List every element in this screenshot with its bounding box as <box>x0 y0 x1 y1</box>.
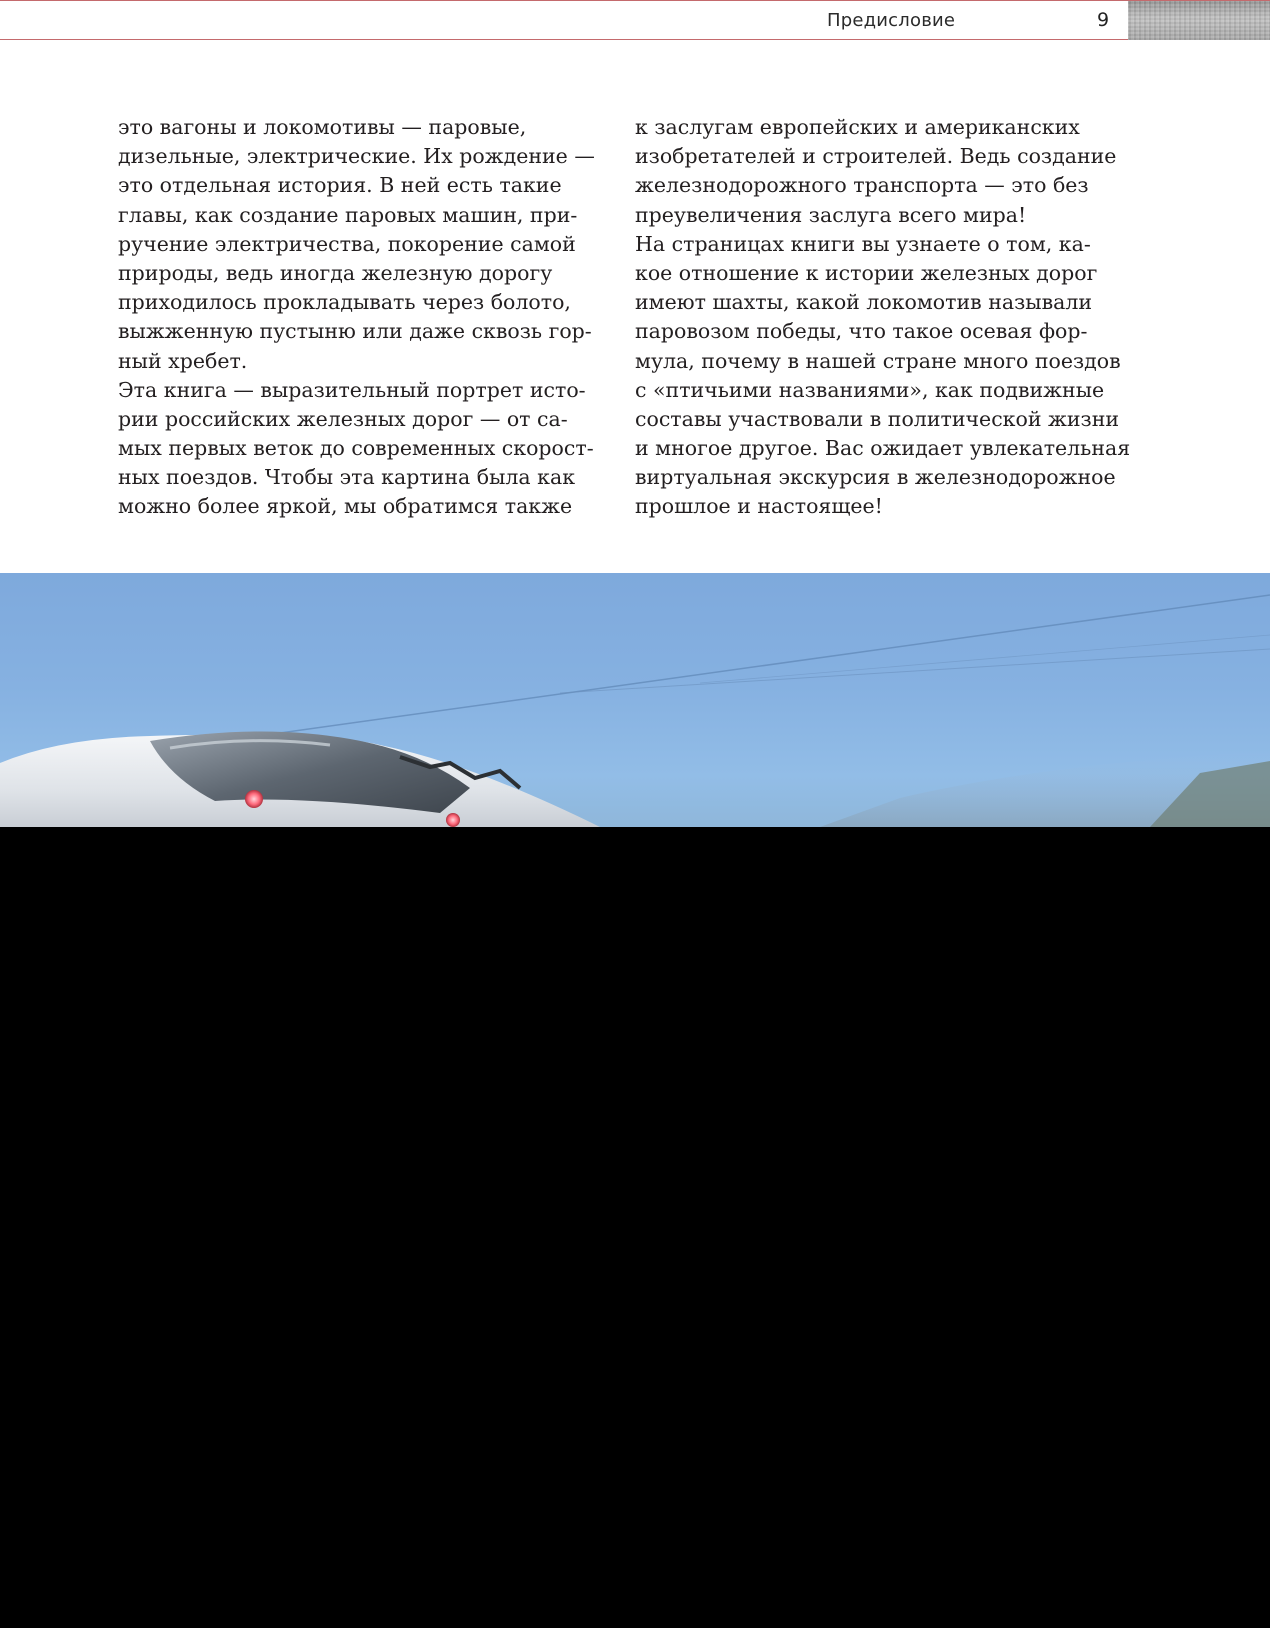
text-line: это вагоны и локомотивы — паровые, <box>118 115 527 139</box>
text-line: главы, как создание паровых машин, при- <box>118 202 578 227</box>
train-photo-illustration <box>0 573 1270 827</box>
text-line: ручение электричества, покорение самой <box>118 231 576 256</box>
text-line: прошлое и настоящее! <box>635 494 883 519</box>
header-texture-tab <box>1128 1 1270 40</box>
text-line: ный хребет. <box>118 348 248 373</box>
overhead-wire <box>560 649 1270 693</box>
headlamp-icon <box>245 790 263 808</box>
text-line: виртуальная экскурсия в железнодорожное <box>635 465 1116 490</box>
text-line: имеют шахты, какой локомотив называли <box>635 290 1093 315</box>
text-line: паровозом победы, что такое осевая фор- <box>635 319 1088 344</box>
text-line: природы, ведь иногда железную дорогу <box>118 260 553 285</box>
text-line: железнодорожного транспорта — это без <box>635 173 1089 198</box>
text-line: мула, почему в нашей стране много поездов <box>635 348 1121 373</box>
text-line: к заслугам европейских и американских <box>635 115 1080 139</box>
overhead-wire <box>700 635 1270 683</box>
text-line: ных поездов. Чтобы эта картина была как <box>118 465 576 490</box>
text-line: рии российских железных дорог — от са- <box>118 406 568 431</box>
text-line: изобретателей и строителей. Ведь создание <box>635 144 1117 169</box>
running-header <box>0 0 1270 40</box>
headlamp-icon <box>446 813 460 827</box>
text-line: с «птичьими названиями», как подвижные <box>635 377 1105 402</box>
page-number: 9 <box>1097 9 1110 31</box>
overhead-wire <box>280 595 1270 733</box>
section-title: Предисловие <box>827 10 956 31</box>
text-line: можно более яркой, мы обратимся также <box>118 494 573 519</box>
text-column-left <box>118 113 618 522</box>
text-line: Эта книга — выразительный портрет исто- <box>118 377 586 402</box>
text-line: На страницах книги вы узнаете о том, ка- <box>635 231 1091 256</box>
text-line: дизельные, электрические. Их рождение — <box>118 144 595 169</box>
text-line: мых первых веток до современных скорост- <box>118 436 594 461</box>
train-photo <box>0 573 1270 827</box>
text-line: преувеличения заслуга всего мира! <box>635 202 1027 227</box>
text-line: приходилось прокладывать через болото, <box>118 290 571 315</box>
text-line: это отдельная история. В ней есть такие <box>118 173 562 198</box>
text-line: составы участвовали в политической жизни <box>635 406 1120 431</box>
text-line: выжженную пустыню или даже сквозь гор- <box>118 319 592 344</box>
text-line: и многое другое. Вас ожидает увлекательная <box>635 436 1131 461</box>
text-column-right <box>635 113 1135 522</box>
black-fill-area <box>0 827 1270 1628</box>
text-line: кое отношение к истории железных дорог <box>635 260 1098 285</box>
